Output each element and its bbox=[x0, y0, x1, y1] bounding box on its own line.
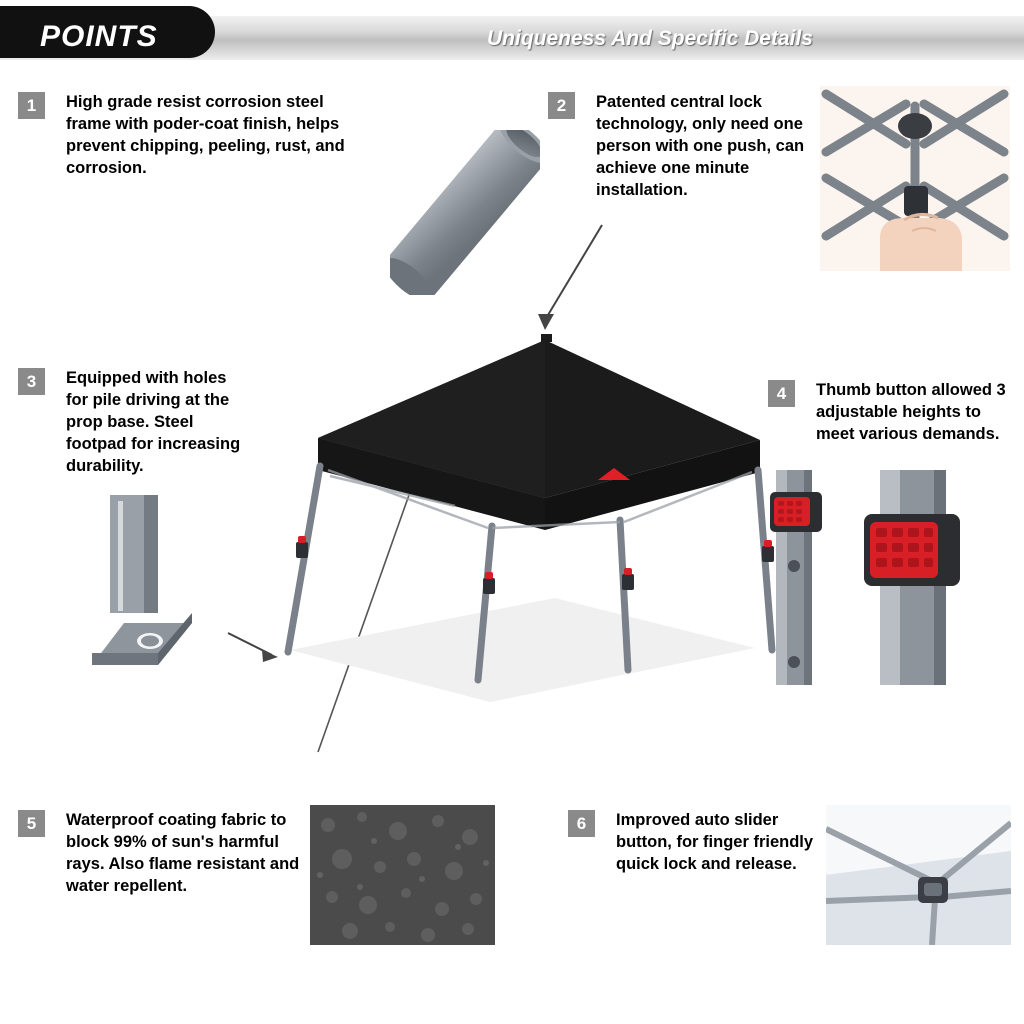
steel-footpad-photo bbox=[88, 495, 218, 670]
point-1-text: High grade resist corrosion steel frame with poder-coat finish, helps prevent chipping, peeling, rust, and corrosion. bbox=[66, 93, 345, 177]
point-6-text: Improved auto slider button, for finger friendly quick lock and release. bbox=[616, 811, 814, 873]
page-title: Uniqueness And Specific Details bbox=[487, 27, 813, 50]
header-tab bbox=[0, 6, 215, 58]
point-6-badge: 6 bbox=[568, 810, 595, 837]
point-3-badge: 3 bbox=[18, 368, 45, 395]
steel-tube-photo bbox=[390, 130, 540, 295]
pop-up-canopy-tent bbox=[200, 330, 800, 750]
auto-slider-button-photo bbox=[826, 805, 1011, 945]
point-1-badge: 1 bbox=[18, 92, 45, 119]
point-2-text: Patented central lock technology, only need one person with one push, can achieve one minute installation. bbox=[596, 93, 805, 199]
waterproof-fabric-swatch bbox=[310, 805, 495, 945]
page-header bbox=[0, 0, 1024, 70]
thumb-button-photo bbox=[768, 470, 1013, 685]
central-lock-photo bbox=[820, 86, 1010, 271]
point-5-text: Waterproof coating fabric to block 99% of sun's harmful rays. Also flame resistant and water repellent. bbox=[66, 811, 300, 895]
point-2-badge: 2 bbox=[548, 92, 575, 119]
point-3-text: Equipped with holes for pile driving at the prop base. Steel footpad for increasing durability. bbox=[66, 369, 241, 475]
point-4-badge: 4 bbox=[768, 380, 795, 407]
header-tab-label: POINTS bbox=[40, 20, 158, 53]
point-4-text: Thumb button allowed 3 adjustable heights to meet various demands. bbox=[816, 381, 1006, 443]
point-5-badge: 5 bbox=[18, 810, 45, 837]
